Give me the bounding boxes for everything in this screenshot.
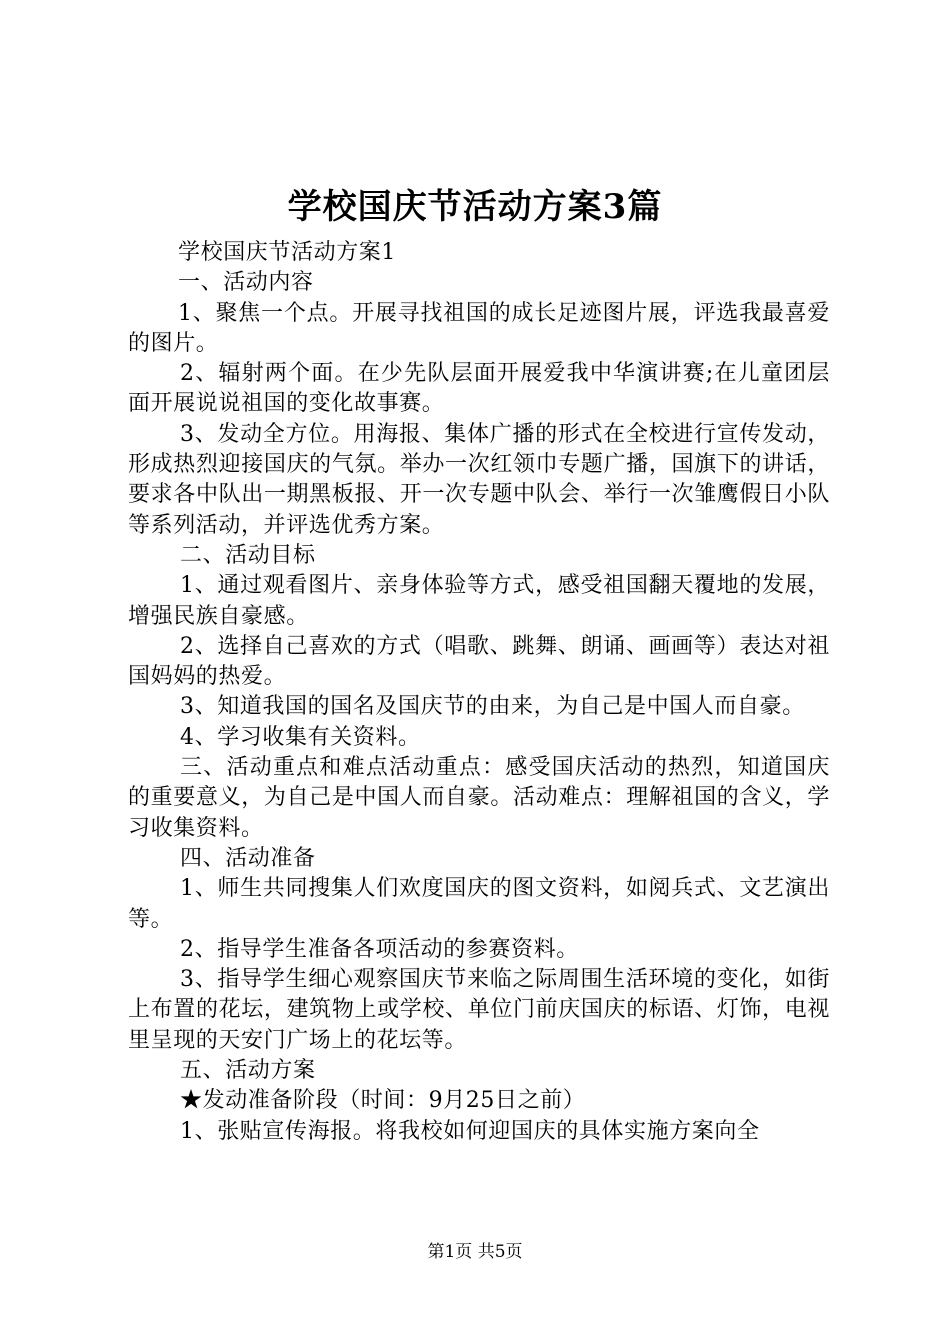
paragraph-subtitle: 学校国庆节活动方案1 [178, 240, 396, 265]
paragraph: 3、指导学生细心观察国庆节来临之际周围生活环境的变化，如街上布置的花坛，建筑物上或学校、单位门前庆国庆的标语、灯饰，电视里呈现的天安门广场上的花坛等。 [128, 967, 830, 1053]
heading-activity-goals: 二、活动目标 [180, 542, 316, 568]
paragraph: 3、发动全方位。用海报、集体广播的形式在全校进行宣传发动，形成热烈迎接国庆的气氛。举办一次红领巾专题广播，国旗下的讲话，要求各中队出一期黑板报、开一次专题中队会、举行一次雏鹰假日小队等系列活动，并评选优秀方案。 [128, 421, 830, 538]
document-body [128, 238, 830, 1147]
paragraph: 4、学习收集有关资料。 [180, 724, 421, 750]
heading-key-points: 三、活动重点和难点活动重点：感受国庆活动的热烈，知道国庆的重要意义，为自己是中国人而自豪。活动难点：理解祖国的含义，学习收集资料。 [128, 755, 830, 841]
document-title: 学校国庆节活动方案3篇 [287, 187, 663, 227]
paragraph: 1、聚焦一个点。开展寻找祖国的成长足迹图片展，评选我最喜爱的图片。 [128, 300, 830, 356]
heading-preparation: 四、活动准备 [180, 845, 316, 871]
heading-activity-content: 一、活动内容 [178, 270, 314, 296]
paragraph: 2、辐射两个面。在少先队层面开展爱我中华演讲赛;在儿童团层面开展说说祖国的变化故事赛。 [128, 361, 830, 417]
page-footer: 第1页 共5页 [427, 1242, 523, 1262]
heading-activity-plan: 五、活动方案 [180, 1058, 316, 1084]
paragraph: 2、选择自己喜欢的方式（唱歌、跳舞、朗诵、画画等）表达对祖国妈妈的热爱。 [128, 633, 830, 690]
paragraph: 1、张贴宣传海报。将我校如何迎国庆的具体实施方案向全 [180, 1118, 760, 1144]
paragraph: 2、指导学生准备各项活动的参赛资料。 [180, 936, 579, 962]
paragraph: 3、知道我国的国名及国庆节的由来，为自己是中国人而自豪。 [180, 694, 805, 720]
paragraph: 1、师生共同搜集人们欢度国庆的图文资料，如阅兵式、文艺演出等。 [128, 876, 830, 932]
paragraph: 1、通过观看图片、亲身体验等方式，感受祖国翻天覆地的发展，增强民族自豪感。 [128, 573, 830, 629]
paragraph-stage: ★发动准备阶段（时间：9月25日之前） [180, 1088, 586, 1114]
